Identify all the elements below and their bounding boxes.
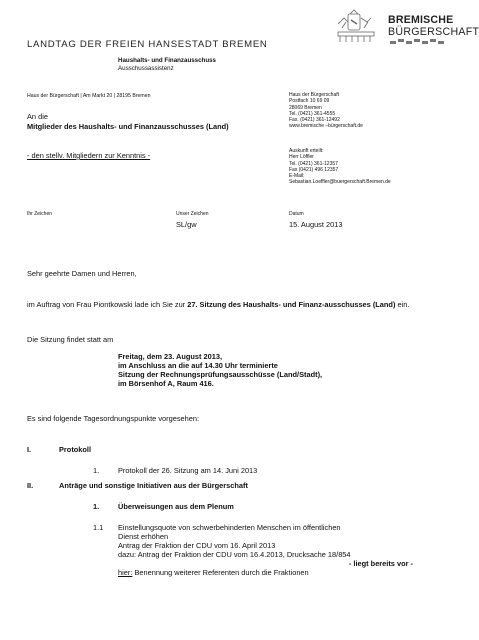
agenda-item-line: Einstellungsquote von schwerbehinderten Menschen im öffentlichen — [118, 523, 341, 532]
agenda-item-line: Antrag der Fraktion der CDU vom 16. April 2013 — [118, 541, 276, 550]
agenda-item-line: dazu: Antrag der Fraktion der CDU vom 16.4.2013, Drucksache 18/854 — [118, 550, 351, 559]
agenda-i-number: I. — [27, 445, 32, 454]
session-detail-line: Freitag, dem 23. August 2013, — [118, 352, 223, 361]
logo-text-bremische: BREMISCHE — [388, 14, 454, 26]
session-detail-line: im Anschluss an die auf 14.30 Uhr terminierte — [118, 361, 278, 370]
address-line: Tel. (0421) 361-4555 — [289, 110, 336, 117]
agenda-item-line: Dienst erhöhen — [118, 532, 169, 541]
intro-paragraph — [27, 300, 410, 309]
agenda-ii-title: Anträge und sonstige Initiativen aus der Bürgerschaft — [59, 481, 248, 490]
committee-name: Haushalts- und Finanzausschuss — [118, 57, 216, 64]
committee-block — [118, 57, 216, 72]
recipient-line2: Mitglieder des Haushalts- und Finanzausschusses (Land) — [27, 122, 229, 131]
agenda-ii-1-number: 1. — [93, 502, 100, 511]
logo-text-buergerschaft: BÜRGERSCHAFT — [388, 26, 479, 38]
sender-address-line: Haus der Bürgerschaft | Am Markt 20 | 28195 Bremen — [27, 93, 151, 99]
session-detail-line: Sitzung der Rechnungsprüfungsausschüsse (Land/Stadt), — [118, 370, 323, 379]
address-line: Haus der Bürgerschaft — [289, 92, 340, 98]
agenda-intro: Es sind folgende Tagesordnungspunkte vorgesehen: — [27, 414, 200, 423]
datum-label: Datum — [289, 211, 304, 217]
salutation: Sehr geehrte Damen und Herren, — [27, 269, 137, 278]
datum-value: 15. August 2013 — [289, 220, 343, 229]
session-intro: Die Sitzung findet statt am — [27, 335, 114, 344]
agenda-i-1-text: Protokoll der 26. Sitzung am 14. Juni 2013 — [118, 466, 258, 475]
address-line: 28069 Bremen — [289, 104, 322, 111]
agenda-item-hier-line — [118, 568, 413, 577]
session-details — [118, 352, 322, 388]
agenda-ii-1-1-item — [118, 523, 413, 577]
ihr-zeichen-label: Ihr Zeichen — [27, 211, 53, 217]
intro-session-title: 27. Sitzung des Haushalts- und Finanz-ausschusses (Land) — [187, 300, 396, 309]
parliament-name: LANDTAG DER FREIEN HANSESTADT BREMEN — [27, 39, 268, 50]
contact-line: Herr Löffler — [289, 154, 314, 161]
hier-text: Benennung weiterer Referenten durch die Fraktionen — [132, 568, 309, 577]
unser-zeichen-label: Unser Zeichen — [176, 211, 209, 217]
address-line: www.bremische –bürgerschaft.de — [289, 123, 363, 130]
agenda-ii-1-title: Überweisungen aus dem Plenum — [118, 502, 234, 511]
agenda-ii-number: II. — [27, 481, 34, 490]
contact-line: E-Mail: — [289, 173, 305, 180]
intro-text-end: ein. — [395, 300, 410, 309]
agenda-item-status: - liegt bereits vor - — [348, 559, 413, 568]
contact-line: Tel. (0421) 361-12357 — [289, 160, 338, 167]
contact-line: Auskunft erteilt: — [289, 148, 324, 154]
agenda-i-1-number: 1. — [93, 466, 100, 475]
agenda-i-title: Protokoll — [59, 445, 92, 454]
recipient-line1: An die — [27, 112, 48, 121]
contact-line: Fax (0421) 496 12357 — [289, 166, 339, 173]
contact-block — [289, 148, 391, 186]
recipient-line3: - den stellv. Mitgliedern zur Kenntnis - — [27, 151, 151, 160]
agenda-ii-1-1-number: 1.1 — [93, 523, 104, 532]
session-detail-line: im Börsenhof A, Raum 416. — [118, 379, 214, 388]
address-line: Fax. (0421) 361-12492 — [289, 117, 340, 124]
hier-label: hier: — [118, 568, 133, 577]
address-line: Postfach 10 69 09 — [289, 98, 330, 105]
intro-text-start: im Auftrag von Frau Piontkowski lade ich Sie zur — [27, 300, 188, 309]
address-block — [289, 92, 363, 130]
committee-department: Ausschussassistenz — [118, 64, 174, 72]
contact-line: Sebastian.Loeffler@buergerschaft.Bremen.de — [289, 179, 391, 186]
unser-zeichen-value: SL/gw — [176, 220, 197, 229]
